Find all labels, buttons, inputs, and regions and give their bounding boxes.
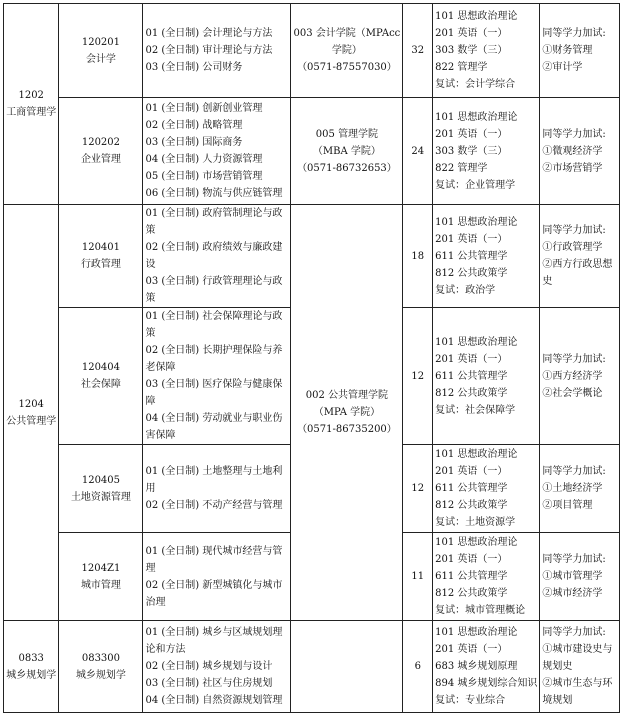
cell-text-line: 01 (全日制) 社会保障理论与政策 — [145, 311, 283, 339]
cell-text-line: 复试：城市管理概论 — [435, 605, 526, 616]
cell-text-line: 120404 — [81, 362, 121, 373]
cell-text-line: （0571-87557030） — [297, 62, 397, 73]
exam-subjects — [433, 533, 540, 621]
remarks — [540, 445, 620, 533]
cell-text-line: 02 (全日制) 不动产经营与管理 — [145, 500, 283, 511]
cell-text-line: 社会保障 — [80, 379, 121, 390]
cell-text-line: ①城市建设史与规划史 — [542, 644, 613, 672]
cell-text-line: 03 (全日制) 医疗保险与健康保障 — [145, 379, 283, 407]
exam-subjects — [433, 205, 540, 308]
cell-text-line: 201 英语（一） — [435, 644, 508, 655]
enrollment-quota: 12 — [403, 445, 433, 533]
cell-text-line: 611 公共管理学 — [435, 250, 508, 262]
cell-text-line: （MBA 学院） — [312, 145, 381, 157]
cell-text-line: 822 管理学 — [435, 62, 488, 73]
cell-text-line: 02 (全日制) 审计理论与方法 — [145, 45, 273, 56]
cell-text-line: 城市管理 — [80, 579, 121, 591]
cell-text-line: 201 英语（一） — [435, 28, 508, 39]
cell-text-line: 083300 — [81, 652, 121, 664]
cell-text-line: （0571-86732653） — [297, 162, 397, 174]
cell-text-line: 101 思想政治理论 — [435, 627, 518, 638]
cell-text-line: 03 (全日制) 国际商务 — [145, 137, 243, 148]
cell-text-line: 02 (全日制) 城乡规划与设计 — [145, 661, 273, 672]
cell-text-line: 同等学力加试: — [542, 353, 606, 365]
cell-text-line: 611 公共管理学 — [435, 370, 508, 382]
program-cell — [59, 621, 143, 713]
cell-text-line: 同等学力加试: — [542, 554, 606, 565]
cell-text-line: 04 (全日制) 劳动就业与职业伤害保障 — [145, 413, 283, 441]
cell-text-line: 201 英语（一） — [435, 466, 508, 477]
cell-text-line: 01 (全日制) 会计理论与方法 — [145, 28, 273, 39]
cell-text-line: 0833 — [18, 652, 44, 664]
cell-text-line: 复试：土地资源学 — [435, 517, 516, 528]
table-row — [4, 4, 620, 98]
cell-text-line: ②市场营销学 — [542, 162, 603, 174]
cell-text-line: 611 公共管理学 — [435, 483, 508, 494]
discipline-cell — [4, 4, 59, 205]
cell-text-line: 行政管理 — [80, 259, 121, 270]
cell-text-line: 城乡规划学 — [6, 669, 57, 681]
exam-subjects — [433, 308, 540, 445]
cell-text-line: 土地资源管理 — [70, 491, 131, 503]
cell-text-line: ②社会学概论 — [542, 387, 603, 399]
research-directions — [143, 4, 291, 98]
research-directions — [143, 205, 291, 308]
cell-text-line: 02 (全日制) 战略管理 — [145, 120, 243, 131]
cell-text-line: 01 (全日制) 土地整理与土地利用 — [145, 466, 283, 494]
research-directions — [143, 445, 291, 533]
research-directions — [143, 533, 291, 621]
cell-text-line: 企业管理 — [80, 154, 121, 165]
cell-text-line: 1202 — [18, 90, 44, 101]
cell-text-line: 003 会计学院（MPAcc — [293, 28, 401, 39]
cell-text-line: 同等学力加试: — [542, 128, 606, 140]
cell-text-line: 02 (全日制) 新型城镇化与城市治理 — [145, 579, 283, 608]
cell-text-line: 120201 — [81, 36, 121, 48]
cell-text-line: 683 城乡规划原理 — [435, 661, 518, 672]
enrollment-quota: 12 — [403, 308, 433, 445]
remarks — [540, 4, 620, 98]
cell-text-line: 812 公共政策学 — [435, 500, 508, 511]
cell-text-line: 101 思想政治理论 — [435, 111, 518, 123]
cell-text-line: 812 公共政策学 — [435, 387, 508, 399]
cell-text-line: 120405 — [81, 474, 121, 486]
cell-text-line: 同等学力加试: — [542, 466, 606, 477]
cell-text-line: ①行政管理学 — [542, 242, 603, 253]
cell-text-line: 894 城乡规划综合知识 — [435, 678, 538, 689]
cell-text-line: 101 思想政治理论 — [435, 11, 518, 22]
discipline-cell — [4, 621, 59, 713]
cell-text-line: 120401 — [81, 242, 121, 253]
remarks — [540, 98, 620, 205]
college-cell — [291, 98, 403, 205]
cell-text-line: 101 思想政治理论 — [435, 449, 518, 460]
remarks — [540, 308, 620, 445]
cell-text-line: 812 公共政策学 — [435, 588, 508, 599]
cell-text-line: 复试：社会保障学 — [435, 404, 516, 416]
remarks — [540, 621, 620, 713]
cell-text-line: 06 (全日制) 物流与供应链管理 — [145, 188, 283, 199]
cell-text-line: 201 英语（一） — [435, 554, 508, 565]
cell-text-line: 303 数学（三） — [435, 145, 508, 157]
exam-subjects — [433, 98, 540, 205]
cell-text-line: 同等学力加试: — [542, 627, 606, 638]
cell-text-line: 002 公共管理学院 — [305, 390, 389, 401]
cell-text-line: 05 (全日制) 市场营销管理 — [145, 171, 263, 182]
cell-text-line: 会计学 — [85, 53, 116, 65]
cell-text-line: 03 (全日制) 公司财务 — [145, 62, 243, 73]
cell-text-line: 101 思想政治理论 — [435, 537, 518, 548]
cell-text-line: 101 思想政治理论 — [435, 336, 518, 348]
program-cell — [59, 445, 143, 533]
cell-text-line: 学院） — [331, 45, 362, 56]
table-row — [4, 205, 620, 308]
cell-text-line: ①微观经济学 — [542, 145, 603, 157]
enrollment-quota: 18 — [403, 205, 433, 308]
college-cell — [291, 205, 403, 621]
cell-text-line: 01 (全日制) 现代城市经营与管理 — [145, 545, 283, 574]
exam-subjects — [433, 4, 540, 98]
cell-text-line: 04 (全日制) 人力资源管理 — [145, 154, 263, 165]
cell-text-line: ②西方行政思想史 — [542, 259, 613, 287]
enrollment-quota: 11 — [403, 533, 433, 621]
cell-text-line: （0571-86735200） — [297, 424, 397, 435]
cell-text-line: 303 数学（三） — [435, 45, 508, 56]
cell-text-line: 同等学力加试: — [542, 225, 606, 236]
cell-text-line: 01 (全日制) 城乡与区域规划理论和方法 — [145, 627, 283, 655]
admissions-catalog-table — [3, 3, 620, 713]
cell-text-line: 201 英语（一） — [435, 128, 508, 140]
cell-text-line: 复试：会计学综合 — [435, 79, 516, 90]
cell-text-line: ①城市管理学 — [542, 571, 603, 582]
program-cell — [59, 308, 143, 445]
table-row — [4, 98, 620, 205]
program-cell — [59, 533, 143, 621]
cell-text-line: 02 (全日制) 长期护理保险与养老保障 — [145, 345, 283, 373]
college-cell — [291, 4, 403, 98]
remarks — [540, 205, 620, 308]
exam-subjects — [433, 621, 540, 713]
research-directions — [143, 308, 291, 445]
cell-text-line: ②城市经济学 — [542, 588, 603, 599]
program-cell — [59, 205, 143, 308]
cell-text-line: 201 英语（一） — [435, 353, 508, 365]
cell-text-line: ②项目管理 — [542, 500, 593, 511]
research-directions — [143, 98, 291, 205]
cell-text-line: 01 (全日制) 政府管制理论与政策 — [145, 208, 283, 236]
exam-subjects — [433, 445, 540, 533]
cell-text-line: 120202 — [81, 137, 121, 148]
cell-text-line: 01 (全日制) 创新创业管理 — [145, 103, 263, 114]
cell-text-line: 101 思想政治理论 — [435, 216, 518, 228]
enrollment-quota: 24 — [403, 98, 433, 205]
cell-text-line: ①土地经济学 — [542, 483, 603, 494]
cell-text-line: ①西方经济学 — [542, 370, 603, 382]
cell-text-line: 复试：企业管理学 — [435, 179, 516, 191]
cell-text-line: 02 (全日制) 政府绩效与廉政建设 — [145, 242, 283, 270]
cell-text-line: 同等学力加试: — [542, 28, 606, 39]
cell-text-line: 03 (全日制) 行政管理理论与政策 — [145, 276, 283, 304]
enrollment-quota: 6 — [403, 621, 433, 713]
cell-text-line: ②审计学 — [542, 62, 583, 73]
program-cell — [59, 98, 143, 205]
cell-text-line: ①财务管理 — [542, 45, 593, 56]
program-cell — [59, 4, 143, 98]
cell-text-line: 城乡规划学 — [75, 669, 126, 681]
cell-text-line: 1204 — [18, 398, 44, 410]
cell-text-line: ②城市生态与环境规划 — [542, 678, 613, 706]
discipline-cell — [4, 205, 59, 621]
cell-text-line: 1204Z1 — [81, 562, 121, 574]
cell-text-line: 201 英语（一） — [435, 233, 508, 245]
cell-text-line: 822 管理学 — [435, 162, 488, 174]
cell-text-line: 04 (全日制) 自然资源规划管理 — [145, 695, 283, 706]
enrollment-quota: 32 — [403, 4, 433, 98]
research-directions — [143, 621, 291, 713]
cell-text-line: 复试：政治学 — [435, 284, 496, 296]
cell-text-line: 03 (全日制) 社区与住房规划 — [145, 678, 273, 689]
cell-text-line: 工商管理学 — [6, 107, 57, 118]
cell-text-line: 611 公共管理学 — [435, 571, 508, 582]
table-row — [4, 621, 620, 713]
remarks — [540, 533, 620, 621]
cell-text-line: 812 公共政策学 — [435, 267, 508, 279]
cell-text-line: 公共管理学 — [6, 415, 57, 427]
cell-text-line: 复试：专业综合 — [435, 695, 506, 706]
college-cell-empty — [291, 621, 403, 713]
cell-text-line: 005 管理学院 — [315, 128, 379, 140]
cell-text-line: （MPA 学院） — [313, 407, 381, 418]
